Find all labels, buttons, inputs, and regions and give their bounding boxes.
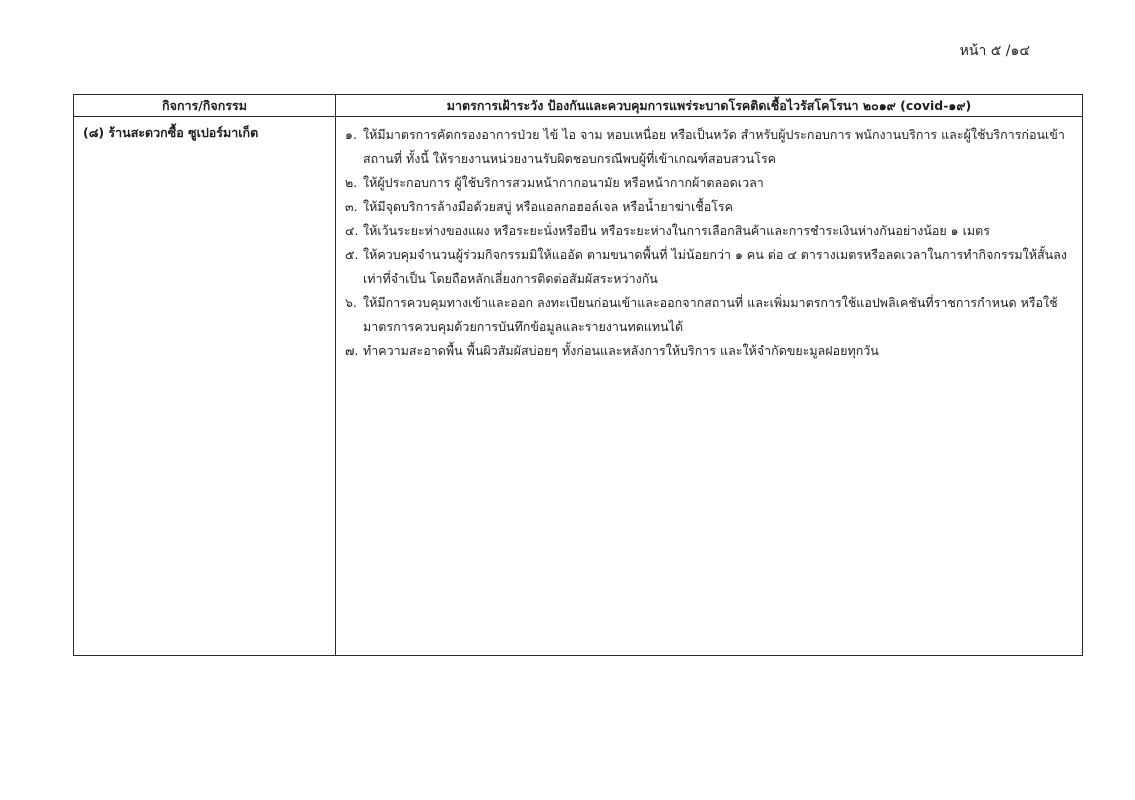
measure-number: ๑. [345, 127, 357, 142]
measure-item [345, 219, 1072, 243]
measure-text: ทำความสะอาดพื้น พื้นผิวสัมผัสบ่อยๆ ทั้งก่อนและหลังการให้บริการ และให้จำกัดขยะมูลฝอยทุกวัน [363, 343, 879, 358]
measure-number: ๔. [345, 223, 359, 238]
measure-item [345, 339, 1072, 363]
table-row [74, 117, 1083, 656]
measure-text: ให้มีการควบคุมทางเข้าและออก ลงทะเบียนก่อนเข้าและออกจากสถานที่ และเพิ่มมาตรการใช้แอปพลิเคชันที่ราชการกำหนด หรือใช้มาตรการควบคุมด้วยการบันทึกข้อมูลและรายงานทดแทนได้ [363, 295, 1058, 334]
measure-item [345, 243, 1072, 291]
activity-column-header: กิจการ/กิจกรรม [74, 95, 336, 117]
measure-item [345, 171, 1072, 195]
measure-text: ให้เว้นระยะห่างของแผง หรือระยะนั่งหรือยืน หรือระยะห่างในการเลือกสินค้าและการชำระเงินห่างกันอย่างน้อย ๑ เมตร [363, 223, 990, 238]
measures-table [73, 94, 1083, 656]
measure-number: ๒. [345, 175, 358, 190]
table-header-row [74, 95, 1083, 117]
activity-cell: (๘) ร้านสะดวกซื้อ ซูเปอร์มาเก็ต [74, 117, 336, 656]
measure-number: ๗. [345, 343, 359, 358]
measure-text: ให้ควบคุมจำนวนผู้ร่วมกิจกรรมมิให้แออัด ตามขนาดพื้นที่ ไม่น้อยกว่า ๑ คน ต่อ ๔ ตารางเมตรหรือลดเวลาในการทำกิจกรรมให้สั้นลงเท่าที่จำเป็น โดยถือหลักเลี่ยงการติดต่อสัมผัสระหว่างกัน [363, 247, 1067, 286]
measure-text: ให้ผู้ประกอบการ ผู้ใช้บริการสวมหน้ากากอนามัย หรือหน้ากากผ้าตลอดเวลา [363, 175, 764, 190]
measure-number: ๖. [345, 295, 357, 310]
measure-item [345, 195, 1072, 219]
measure-text: ให้มีมาตรการคัดกรองอาการป่วย ไข้ ไอ จาม หอบเหนื่อย หรือเป็นหวัด สำหรับผู้ประกอบการ พนักงานบริการ และผู้ใช้บริการก่อนเข้าสถานที่ ทั้งนี้ ให้รายงานหน่วยงานรับผิดชอบกรณีพบผู้ที่เข้าเกณฑ์สอบสวนโรค [363, 127, 1065, 166]
measure-text: ให้มีจุดบริการล้างมือด้วยสบู่ หรือแอลกอฮอล์เจล หรือน้ำยาฆ่าเชื้อโรค [363, 199, 734, 214]
page-number: หน้า ๕ /๑๔ [959, 43, 1030, 59]
measures-column-header: มาตรการเฝ้าระวัง ป้องกันและควบคุมการแพร่ระบาดโรคติดเชื้อไวรัสโคโรนา ๒๐๑๙ (covid-๑๙) [336, 95, 1083, 117]
measures-cell [336, 117, 1083, 656]
measure-item [345, 291, 1072, 339]
measure-number: ๕. [345, 247, 359, 262]
measure-item [345, 123, 1072, 171]
measure-number: ๓. [345, 199, 358, 214]
measure-list [345, 123, 1072, 363]
